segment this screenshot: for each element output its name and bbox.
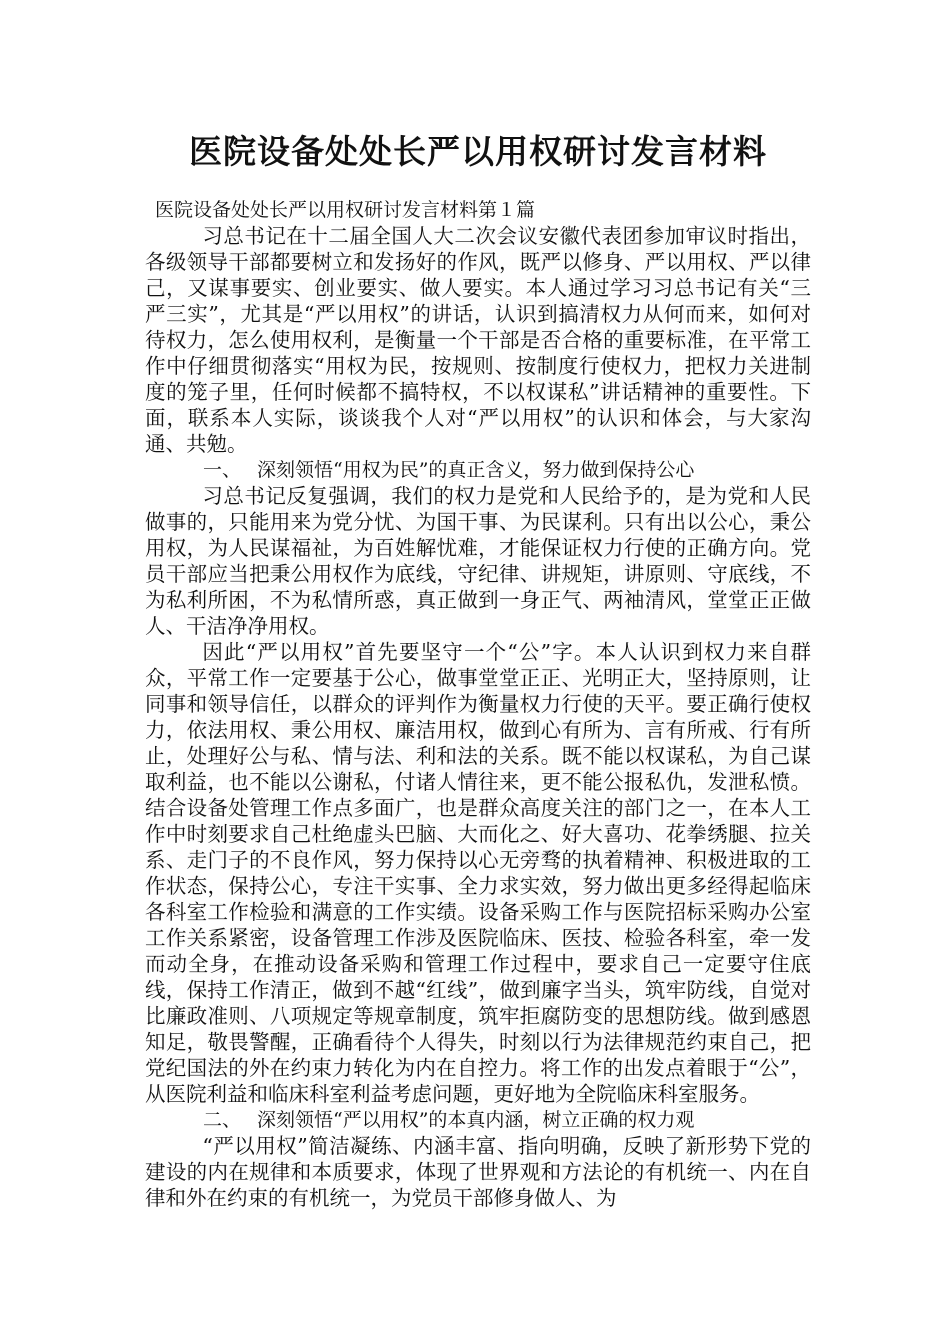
paragraph-section1-b: 因此“严以用权”首先要坚守一个“公”字。本人认识到权力来自群众，平常工作一定要基于公心，做事堂堂正正、光明正大，坚持原则，让同事和领导信任，以群众的评判作为衡量权力行使的天平。要正确行使权力，依法用权、秉公用权、廉洁用权，做到心有所为、言有所戒、行有所止，处理好公与私、情与法、利和法的关系。既不能以权谋私，为自己谋取利益，也不能以公谢私，付诸人情往来，更不能公报私仇，发泄私愤。结合设备处管理工作点多面广，也是群众高度关注的部门之一，在本人工作中时刻要求自己杜绝虚头巴脑、大而化之、好大喜功、花拳绣腿、拉关系、走门子的不良作风，努力保持以心无旁骛的执着精神、积极进取的工作状态，保持公心，专注干实事、全力求实效，努力做出更多经得起临床各科室工作检验和满意的工作实绩。设备采购工作与医院招标采购办公室工作关系紧密，设备管理工作涉及医院临床、医技、检验各科室，牵一发而动全身，在推动设备采购和管理工作过程中，要求自己一定要守住底线，保持工作清正，做到不越“红线”，做到廉字当头，筑牢防线，自觉对比廉政准则、八项规定等规章制度，筑牢拒腐防变的思想防线。做到感恩知足，敬畏警醒，正确看待个人得失，时刻以行为法律规范约束自己，把党纪国法的外在约束力转化为内在自控力。将工作的出发点着眼于“公”，从医院利益和临床科室利益考虑问题，更好地为全院临床科室服务。 (145, 640, 811, 1106)
paragraph-section1-a: 习总书记反复强调，我们的权力是党和人民给予的，是为党和人民做事的，只能用来为党分忧、为国干事、为民谋利。只有出以公心，秉公用权，为人民谋福祉，为百姓解忧难，才能保证权力行使的正确方向。党员干部应当把秉公用权作为底线，守纪律、讲规矩，讲原则、守底线，不为私利所困，不为私情所惑，真正做到一身正气、两袖清风，堂堂正正做人、干洁净净用权。 (145, 484, 811, 638)
document-subtitle: 医院设备处处长严以用权研讨发言材料第１篇 (155, 199, 536, 221)
document-title: 医院设备处处长严以用权研讨发言材料 (189, 132, 767, 171)
paragraph-section2-a: “严以用权”简洁凝练、内涵丰富、指向明确，反映了新形势下党的建设的内在规律和本质要求，体现了世界观和方法论的有机统一、内在自律和外在约束的有机统一，为党员干部修身做人、为 (145, 1134, 811, 1210)
section-heading-1 (145, 457, 811, 483)
section-heading-text: 深刻领悟“严以用权”的本真内涵，树立正确的权力观 (257, 1109, 695, 1131)
section-number: 一、 (203, 459, 242, 481)
section-number: 二、 (203, 1109, 242, 1131)
document-page (145, 118, 811, 1211)
paragraph-intro: 习总书记在十二届全国人大二次会议安徽代表团参加审议时指出，各级领导干部都要树立和发扬好的作风，既严以修身、严以用权、严以律己，又谋事要实、创业要实、做人要实。本人通过学习习总书记有关“三严三实”，尤其是“严以用权”的讲话，认识到搞清权力从何而来，如何对待权力，怎么使用权利，是衡量一个干部是否合格的重要标准，在平常工作中仔细贯彻落实“用权为民，按规则、按制度行使权力，把权力关进制度的笼子里，任何时候都不搞特权，不以权谋私”讲话精神的重要性。下面，联系本人实际，谈谈我个人对“严以用权”的认识和体会，与大家沟通、共勉。 (145, 224, 811, 456)
section-heading-2 (145, 1107, 811, 1133)
section-heading-text: 深刻领悟“用权为民”的真正含义，努力做到保持公心 (257, 459, 695, 481)
